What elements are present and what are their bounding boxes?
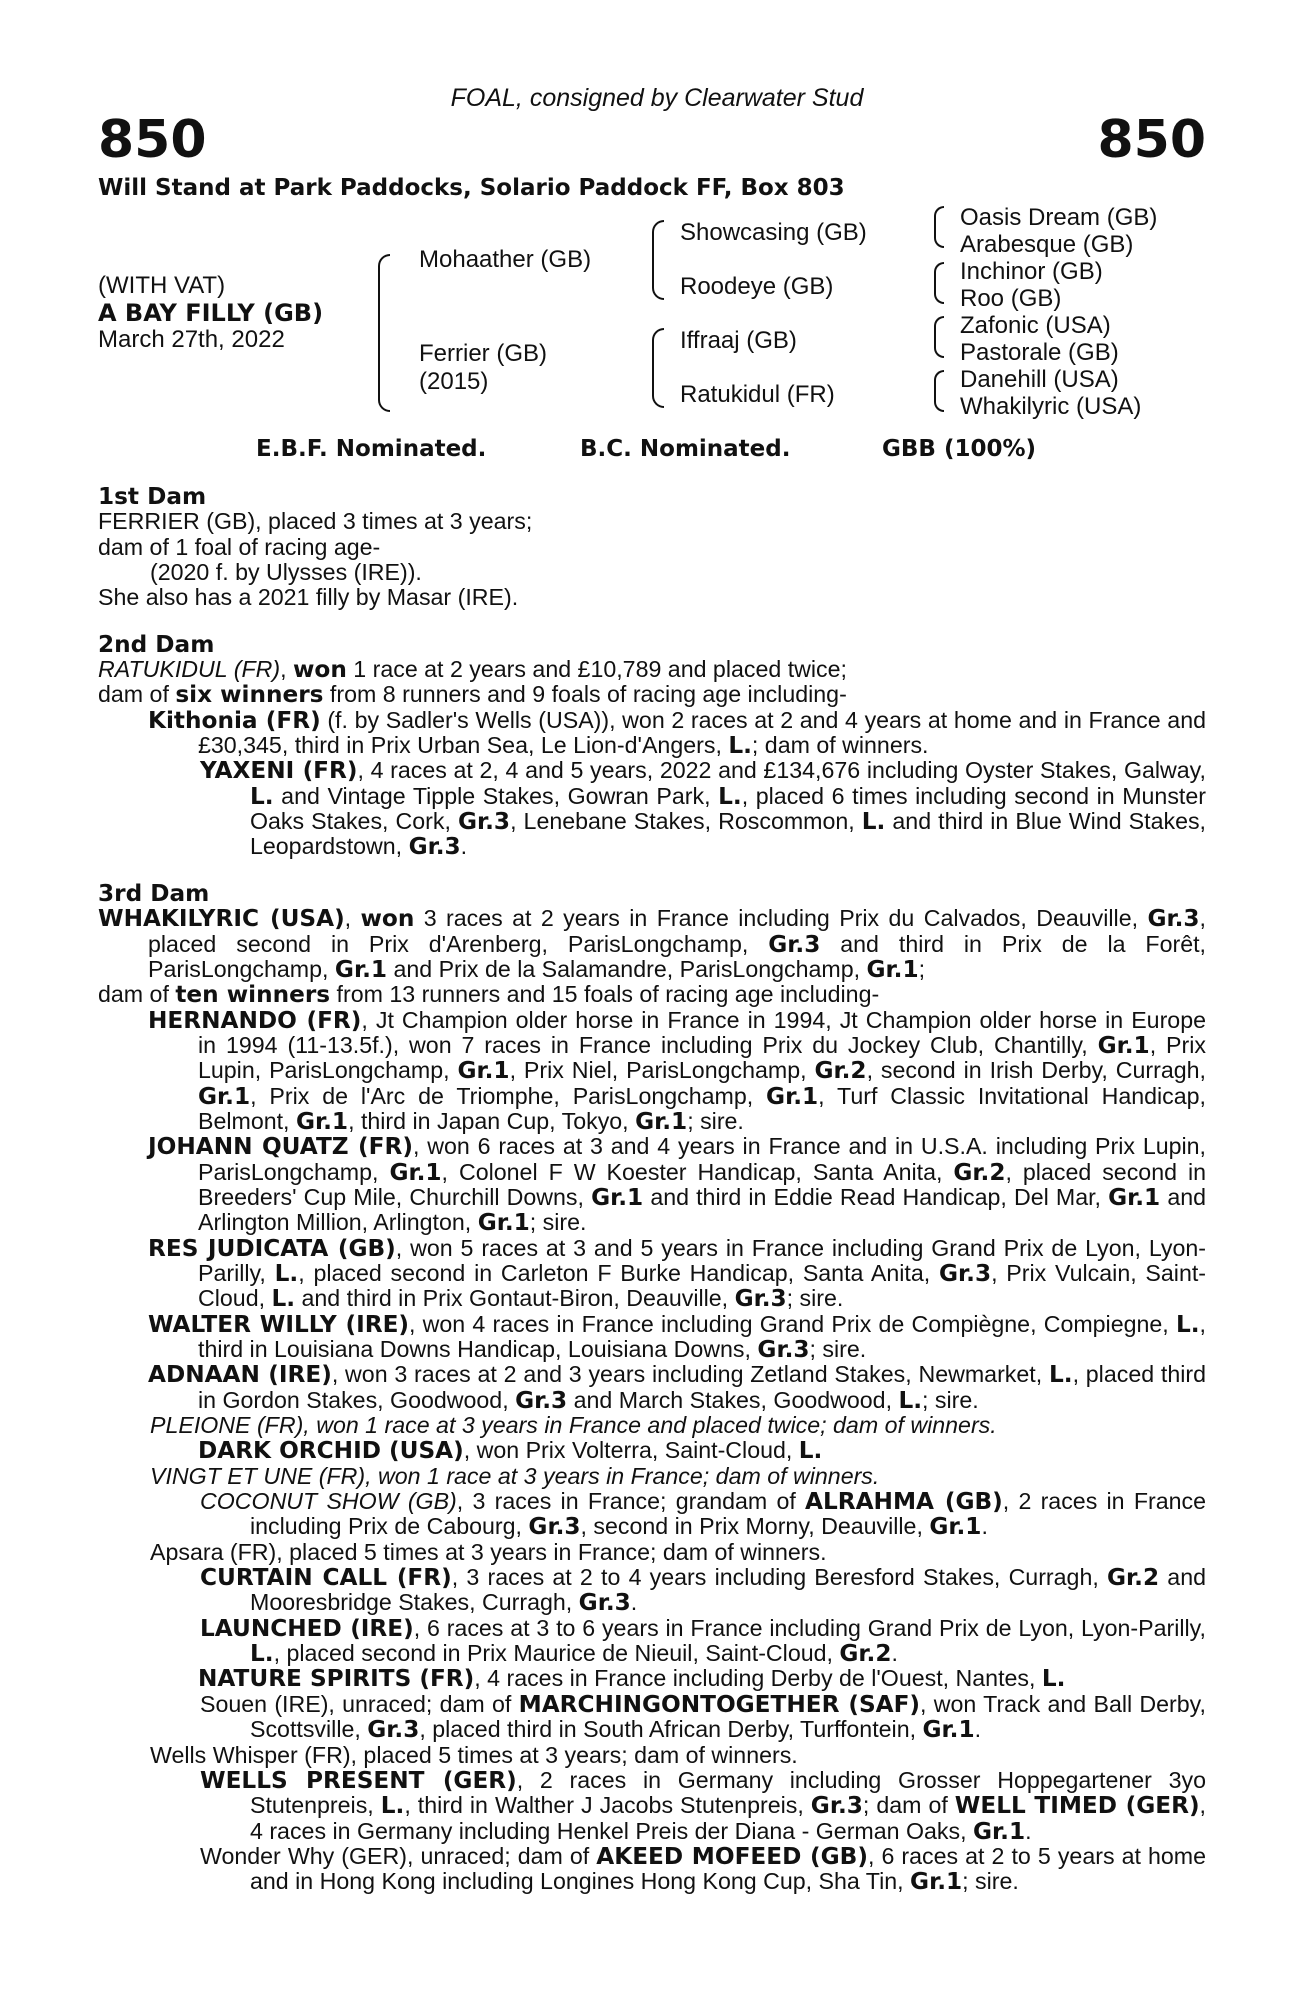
vat-label: (WITH VAT) xyxy=(98,272,226,299)
produce-souen: Souen (IRE), unraced; dam of MARCHINGONTOGETHER (SAF), won Track and Ball Derby, Scottsville, Gr.3, placed third in South African Derby, Turffontein, Gr.1. xyxy=(200,1690,1206,1744)
second-dam-produce: dam of six winners from 8 runners and 9 foals of racing age including- xyxy=(98,681,847,709)
produce-dark-orchid: DARK ORCHID (USA), won Prix Volterra, Saint-Cloud, L. xyxy=(198,1437,823,1465)
produce-johann-quatz: JOHANN QUATZ (FR), won 6 races at 3 and 4 years in France and in U.S.A. including Prix Lupin, ParisLongchamp, Gr.1, Colonel F W Koester Handicap, Santa Anita, Gr.2, placed second in Breeders' Cup Mile, Churchill Downs, Gr.1 and third in Eddie Read Handicap, Del Mar, Gr.1 and Arlington Million, Arlington, Gr.1; sire. xyxy=(148,1133,1207,1237)
ebf-nomination: E.B.F. Nominated. xyxy=(256,436,487,462)
produce-adnaan: ADNAAN (IRE), won 3 races at 2 and 3 years including Zetland Stakes, Newmarket, L., placed third in Gordon Stakes, Goodwood, Gr.3 and March Stakes, Goodwood, L.; sire. xyxy=(148,1361,1207,1414)
produce-walter-willy: WALTER WILLY (IRE), won 4 races in France including Grand Prix de Compiègne, Compiegne, L., third in Louisiana Downs Handicap, Louisiana Downs, Gr.3; sire. xyxy=(148,1310,1206,1363)
produce-nature-spirits: NATURE SPIRITS (FR), 4 races in France including Derby de l'Ouest, Nantes, L. xyxy=(198,1665,1066,1693)
g3-5: Zafonic (USA) xyxy=(960,312,1111,339)
first-dam-line-1: FERRIER (GB), placed 3 times at 3 years; xyxy=(98,508,533,535)
pedigree-brace-3b xyxy=(934,262,944,304)
gbb-status: GBB (100%) xyxy=(882,436,1037,462)
produce-wonder-why: Wonder Why (GER), unraced; dam of AKEED MOFEED (GB), 6 races at 2 to 5 years at home and in Hong Kong including Longines Hong Kong Cup, Sha Tin, Gr.1; sire. xyxy=(200,1842,1206,1896)
pedigree-brace-3a xyxy=(934,206,944,248)
second-dam-record: RATUKIDUL (FR), won 1 race at 2 years and £10,789 and placed twice; xyxy=(98,656,847,684)
produce-wells-whisper: Wells Whisper (FR), placed 5 times at 3 years; dam of winners. xyxy=(150,1741,798,1768)
produce-launched: LAUNCHED (IRE), 6 races at 3 to 6 years in France including Grand Prix de Lyon, Lyon-Parilly, L., placed second in Prix Maurice de Nieuil, Saint-Cloud, Gr.2. xyxy=(200,1614,1206,1668)
produce-vingt-et-une: VINGT ET UNE (FR), won 1 race at 3 years in France; dam of winners. xyxy=(150,1462,880,1489)
g3-1: Oasis Dream (GB) xyxy=(960,204,1158,231)
first-dam-line-2: dam of 1 foal of racing age- xyxy=(98,533,381,560)
lot-number-right: 850 xyxy=(1097,110,1206,170)
produce-curtain-call: CURTAIN CALL (FR), 3 races at 2 to 4 years including Beresford Stakes, Curragh, Gr.2 and Mooresbridge Stakes, Curragh, Gr.3. xyxy=(200,1564,1206,1617)
g3-8: Whakilyric (USA) xyxy=(960,393,1142,420)
produce-wells-present: WELLS PRESENT (GER), 2 races in Germany including Grosser Hoppegartener 3yo Stutenpreis, L., third in Walther J Jacobs Stutenpreis, Gr.3; dam of WELL TIMED (GER), 4 races in Germany including Henkel Preis der Diana - German Oaks, Gr.1. xyxy=(200,1766,1207,1845)
sire: Mohaather (GB) xyxy=(419,246,592,273)
produce-hernando: HERNANDO (FR), Jt Champion older horse in France in 1994, Jt Champion older horse in Europe in 1994 (11-13.5f.), won 7 races in France including Prix du Jockey Club, Chantilly, Gr.1, Prix Lupin, ParisLongchamp, Gr.1, Prix Niel, ParisLongchamp, Gr.2, second in Irish Derby, Curragh, Gr.1, Prix de l'Arc de Triomphe, ParisLongchamp, Gr.1, Turf Classic Invitational Handicap, Belmont, Gr.1, third in Japan Cup, Tokyo, Gr.1; sire. xyxy=(148,1006,1206,1135)
dam-dam: Ratukidul (FR) xyxy=(680,381,835,408)
g3-3: Inchinor (GB) xyxy=(960,258,1103,285)
first-dam-heading: 1st Dam xyxy=(98,483,207,510)
g3-7: Danehill (USA) xyxy=(960,366,1119,393)
sire-dam: Roodeye (GB) xyxy=(680,273,834,300)
pedigree-brace-3c xyxy=(934,316,944,358)
stabling-location: Will Stand at Park Paddocks, Solario Paddock FF, Box 803 xyxy=(98,175,845,201)
lot-number-left: 850 xyxy=(98,110,207,170)
g3-6: Pastorale (GB) xyxy=(960,339,1119,366)
third-dam-heading: 3rd Dam xyxy=(98,879,210,907)
third-dam-produce: dam of ten winners from 13 runners and 15 foals of racing age including- xyxy=(98,981,880,1009)
g3-4: Roo (GB) xyxy=(960,285,1062,312)
pedigree-brace-2b xyxy=(652,328,664,408)
produce-yaxeni: YAXENI (FR), 4 races at 2, 4 and 5 years, 2022 and £134,676 including Oyster Stakes, Galway, L. and Vintage Tipple Stakes, Gowran Park, L., placed 6 times including second in Munster Oaks Stakes, Cork, Gr.3, Lenebane Stakes, Roscommon, L. and third in Blue Wind Stakes, Leopardstown, Gr.3. xyxy=(200,757,1206,861)
dam-sire: Iffraaj (GB) xyxy=(680,327,797,354)
sire-sire: Showcasing (GB) xyxy=(680,219,867,246)
produce-apsara: Apsara (FR), placed 5 times at 3 years in France; dam of winners. xyxy=(150,1538,827,1565)
catalogue-page-body xyxy=(98,484,1206,1895)
produce-pleione: PLEIONE (FR), won 1 race at 3 years in France and placed twice; dam of winners. xyxy=(150,1412,997,1439)
dam-year: (2015) xyxy=(419,368,489,395)
first-dam-line-3: (2020 f. by Ulysses (IRE)). xyxy=(150,559,422,586)
foaling-date: March 27th, 2022 xyxy=(98,326,285,353)
pedigree-brace-1 xyxy=(378,254,390,412)
pedigree-brace-2a xyxy=(652,220,664,300)
pedigree-brace-3d xyxy=(934,370,944,412)
horse-name: A BAY FILLY (GB) xyxy=(98,299,324,327)
dam: Ferrier (GB) xyxy=(419,340,547,367)
first-dam-line-4: She also has a 2021 filly by Masar (IRE). xyxy=(98,584,519,611)
second-dam-heading: 2nd Dam xyxy=(98,630,215,658)
produce-coconut-show: COCONUT SHOW (GB), 3 races in France; grandam of ALRAHMA (GB), 2 races in France including Prix de Cabourg, Gr.3, second in Prix Morny, Deauville, Gr.1. xyxy=(200,1488,1206,1541)
g3-2: Arabesque (GB) xyxy=(960,231,1134,258)
produce-res-judicata: RES JUDICATA (GB), won 5 races at 3 and 5 years in France including Grand Prix de Lyon, Lyon-Parilly, L., placed second in Carleton F Burke Handicap, Santa Anita, Gr.3, Prix Vulcain, Saint-Cloud, L. and third in Prix Gontaut-Biron, Deauville, Gr.3; sire. xyxy=(148,1234,1207,1313)
produce-kithonia: Kithonia (FR) (f. by Sadler's Wells (USA)), won 2 races at 2 and 4 years at home and in France and £30,345, third in Prix Urban Sea, Le Lion-d'Angers, L.; dam of winners. xyxy=(148,706,1206,760)
bc-nomination: B.C. Nominated. xyxy=(580,436,791,462)
consignment-line: FOAL, consigned by Clearwater Stud xyxy=(450,84,864,112)
third-dam-record: WHAKILYRIC (USA), won 3 races at 2 years in France including Prix du Calvados, Deauville, Gr.3, placed second in Prix d'Arenberg, ParisLongchamp, Gr.3 and third in Prix de la Forêt, ParisLongchamp, Gr.1 and Prix de la Salamandre, ParisLongchamp, Gr.1; xyxy=(98,905,1206,983)
